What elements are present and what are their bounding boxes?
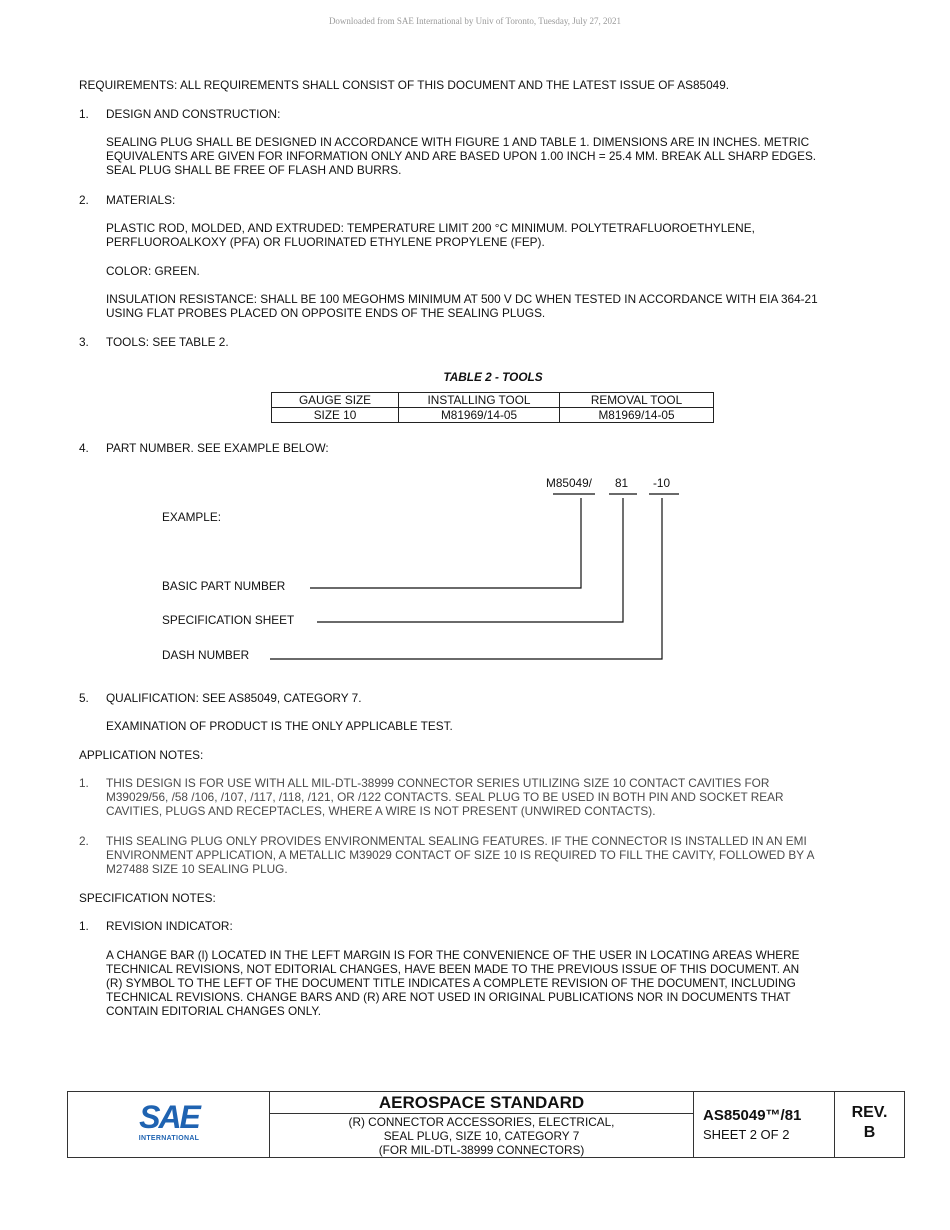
application-notes-heading: APPLICATION NOTES: (79, 748, 204, 762)
paragraph-line: PLASTIC ROD, MOLDED, AND EXTRUDED: TEMPERATURE LIMIT 200 °C MINIMUM. POLYTETRAFLUOROETHYLENE, (106, 221, 755, 235)
sae-logo: SAE (139, 1099, 199, 1135)
section-1-number: 1. (79, 107, 89, 121)
basic-part-number-label: BASIC PART NUMBER (162, 579, 286, 593)
section-1-heading: DESIGN AND CONSTRUCTION: (106, 107, 281, 121)
requirements-text: REQUIREMENTS: ALL REQUIREMENTS SHALL CONSIST OF THIS DOCUMENT AND THE LATEST ISSUE OF AS85049. (79, 78, 730, 92)
specification-notes-heading: SPECIFICATION NOTES: (79, 891, 216, 905)
paragraph-line: THIS DESIGN IS FOR USE WITH ALL MIL-DTL-38999 CONNECTOR SERIES UTILIZING SIZE 10 CONTACT CAVITIES FOR (106, 776, 770, 790)
section-2-heading: MATERIALS: (106, 193, 176, 207)
dash-number-label: DASH NUMBER (162, 648, 250, 662)
section-3-heading: TOOLS: SEE TABLE 2. (106, 335, 229, 349)
sae-logo-subtitle: INTERNATIONAL (138, 1135, 200, 1142)
revision-cell (835, 1092, 904, 1157)
paragraph-line: CAVITIES, PLUGS AND RECEPTACLES, WHERE A WIRE IS NOT PRESENT (UNWIRED CONTACTS). (106, 804, 656, 818)
leader-basic (310, 498, 581, 588)
app-note-1-number: 1. (79, 776, 89, 790)
title-block (67, 1091, 905, 1158)
example-label: EXAMPLE: (162, 510, 222, 524)
table-header-cell: REMOVAL TOOL (560, 393, 714, 408)
example-code-dash: -10 (653, 476, 671, 490)
document-number-cell (694, 1092, 835, 1157)
leader-spec (317, 498, 623, 622)
paragraph-line: EQUIVALENTS ARE GIVEN FOR INFORMATION ONLY AND ARE BASED UPON 1.00 INCH = 25.4 MM. BREAK ALL SHARP EDGES. (106, 149, 817, 163)
spec-note-1-number: 1. (79, 919, 89, 933)
table-cell: M81969/14-05 (399, 408, 560, 423)
paragraph-line: CONTAIN EDITORIAL CHANGES ONLY. (106, 1004, 322, 1018)
section-5-number: 5. (79, 691, 89, 705)
paragraph-line: SEALING PLUG SHALL BE DESIGNED IN ACCORDANCE WITH FIGURE 1 AND TABLE 1. DIMENSIONS ARE IN INCHES. METRIC (106, 135, 810, 149)
example-code-spec: 81 (615, 476, 629, 490)
sheet-number: SHEET 2 OF 2 (703, 1127, 790, 1142)
paragraph-line: THIS SEALING PLUG ONLY PROVIDES ENVIRONMENTAL SEALING FEATURES. IF THE CONNECTOR IS INSTALLED IN AN EMI (106, 834, 807, 848)
color-line: COLOR: GREEN. (106, 264, 200, 278)
paragraph-line: A CHANGE BAR (l) LOCATED IN THE LEFT MARGIN IS FOR THE CONVENIENCE OF THE USER IN LOCATING AREAS WHERE (106, 948, 800, 962)
description-line: (FOR MIL-DTL-38999 CONNECTORS) (378, 1143, 585, 1157)
paragraph-line: M39029/56, /58 /106, /107, /117, /118, /121, OR /122 CONTACTS. SEAL PLUG TO BE USED IN BOTH PIN AND SOCKET REAR (106, 790, 784, 804)
description-line: SEAL PLUG, SIZE 10, CATEGORY 7 (383, 1129, 580, 1143)
paragraph-line: TECHNICAL REVISIONS, NOT EDITORIAL CHANGES, HAVE BEEN MADE TO THE PREVIOUS ISSUE OF THIS DOCUMENT. AN (106, 962, 800, 976)
revision-label: REV. (851, 1104, 888, 1121)
standard-title: AEROSPACE STANDARD (270, 1092, 693, 1114)
table-2-title: TABLE 2 - TOOLS (443, 370, 543, 384)
leader-dash (270, 498, 662, 659)
section-4-heading: PART NUMBER. SEE EXAMPLE BELOW: (106, 441, 329, 455)
paragraph-line: EXAMINATION OF PRODUCT IS THE ONLY APPLICABLE TEST. (106, 719, 453, 733)
document-description (270, 1115, 693, 1157)
paragraph-line: (R) SYMBOL TO THE LEFT OF THE DOCUMENT TITLE INDICATES A COMPLETE REVISION OF THE DOCUMENT, INCLUDING (106, 976, 796, 990)
paragraph-line: ENVIRONMENT APPLICATION, A METALLIC M39029 CONTACT OF SIZE 10 IS REQUIRED TO FILL THE CAVITY, FOLLOWED BY A (106, 848, 815, 862)
download-watermark: Downloaded from SAE International by Univ of Toronto, Tuesday, July 27, 2021 (328, 16, 622, 26)
paragraph-line: PERFLUOROALKOXY (PFA) OR FLUORINATED ETHYLENE PROPYLENE (FEP). (106, 235, 545, 249)
title-cell (270, 1092, 694, 1157)
table-header-cell: INSTALLING TOOL (399, 393, 560, 408)
paragraph-line: USING FLAT PROBES PLACED ON OPPOSITE ENDS OF THE SEALING PLUGS. (106, 306, 546, 320)
table-cell: SIZE 10 (272, 408, 399, 423)
description-line: (R) CONNECTOR ACCESSORIES, ELECTRICAL, (348, 1115, 615, 1129)
paragraph-line: M27488 SIZE 10 SEALING PLUG. (106, 862, 288, 876)
revision-value: B (863, 1124, 876, 1141)
paragraph-line: INSULATION RESISTANCE: SHALL BE 100 MEGOHMS MINIMUM AT 500 V DC WHEN TESTED IN ACCORDANCE WITH EIA 364-21 (106, 292, 818, 306)
app-note-2-number: 2. (79, 834, 89, 848)
document-number: AS85049™/81 (703, 1107, 802, 1124)
spec-note-1-heading: REVISION INDICATOR: (106, 919, 233, 933)
table-cell: M81969/14-05 (560, 408, 714, 423)
table-header-cell: GAUGE SIZE (272, 393, 399, 408)
paragraph-line: SEAL PLUG SHALL BE FREE OF FLASH AND BURRS. (106, 163, 402, 177)
section-4-number: 4. (79, 441, 89, 455)
logo-cell (68, 1092, 270, 1157)
specification-sheet-label: SPECIFICATION SHEET (162, 613, 295, 627)
section-5-heading: QUALIFICATION: SEE AS85049, CATEGORY 7. (106, 691, 362, 705)
paragraph-line: TECHNICAL REVISIONS. CHANGE BARS AND (R) ARE NOT USED IN ORIGINAL PUBLICATIONS NOR IN DOCUMENTS THAT (106, 990, 791, 1004)
section-3-number: 3. (79, 335, 89, 349)
section-2-number: 2. (79, 193, 89, 207)
example-code-basic: M85049/ (546, 476, 592, 490)
